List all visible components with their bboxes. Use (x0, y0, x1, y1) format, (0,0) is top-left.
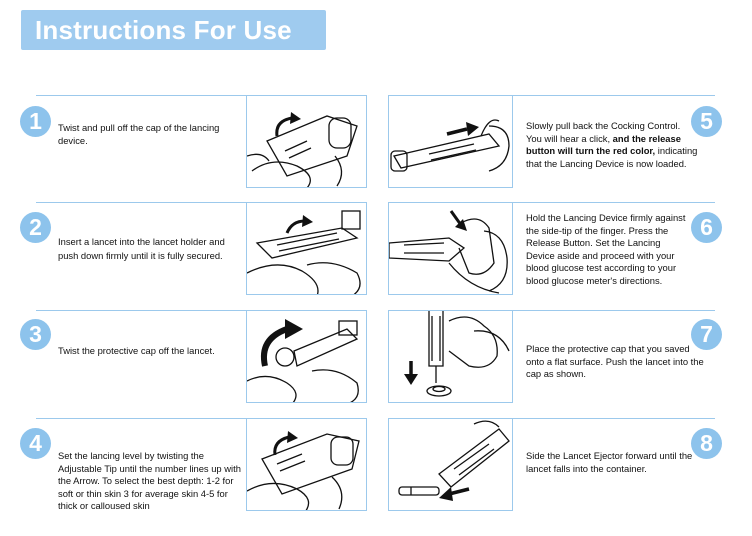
step-number-badge: 7 (691, 319, 722, 350)
step-number-badge: 4 (20, 428, 51, 459)
step-2-illustration (246, 202, 367, 295)
step-3-illustration (246, 310, 367, 403)
step-number-badge: 8 (691, 428, 722, 459)
step-number-badge: 1 (20, 106, 51, 137)
step-6-text: Hold the Lancing Device firmly against the side-tip of the finger. Press the Release Button. Set the Lancing Device aside and proceed with your blood glucose test according to your blood glucose meter's directions. (526, 212, 686, 286)
step-6-illustration (388, 202, 513, 295)
step-2-text: Insert a lancet into the lancet holder and push down firmly until it is fully secured. (58, 236, 225, 261)
divider-line (36, 95, 246, 96)
step-number-badge: 5 (691, 106, 722, 137)
step-5-text-part-b: indicating that the Lancing Device is now loaded. (526, 145, 698, 169)
divider-line (36, 310, 246, 311)
step-8-illustration (388, 418, 513, 511)
step-7-text: Place the protective cap that you saved onto a flat surface. Push the lancet into the cap as shown. (526, 343, 704, 380)
step-3-text: Twist the protective cap off the lancet. (58, 345, 215, 356)
step-7-illustration (388, 310, 513, 403)
page-title: Instructions For Use (21, 10, 326, 50)
step-8-text: Side the Lancet Ejector forward until the lancet falls into the container. (526, 450, 693, 474)
divider-line (513, 202, 715, 203)
divider-line (513, 418, 715, 419)
divider-line (513, 310, 715, 311)
divider-line (513, 95, 715, 96)
step-number-badge: 6 (691, 212, 722, 243)
step-1-illustration (246, 95, 367, 188)
step-5-text (526, 120, 698, 170)
divider-line (36, 202, 246, 203)
step-4-illustration (246, 418, 367, 511)
step-number-badge: 3 (20, 319, 51, 350)
step-1-text: Twist and pull off the cap of the lancing device. (58, 122, 220, 146)
step-5-illustration (388, 95, 513, 188)
step-number-badge: 2 (20, 212, 51, 243)
divider-line (36, 418, 246, 419)
step-5-text-part-a: Slowly pull back the Cocking Control. You will hear a click, (526, 120, 681, 144)
step-5-text-bold: and the release button will turn the red color, (526, 132, 681, 157)
step-4-text: Set the lancing level by twisting the Adjustable Tip until the number lines up with the Arrow. To select the best depth: 1-2 for soft or thin skin 3 for average skin 4-5 for thick or calloused skin (58, 450, 241, 512)
